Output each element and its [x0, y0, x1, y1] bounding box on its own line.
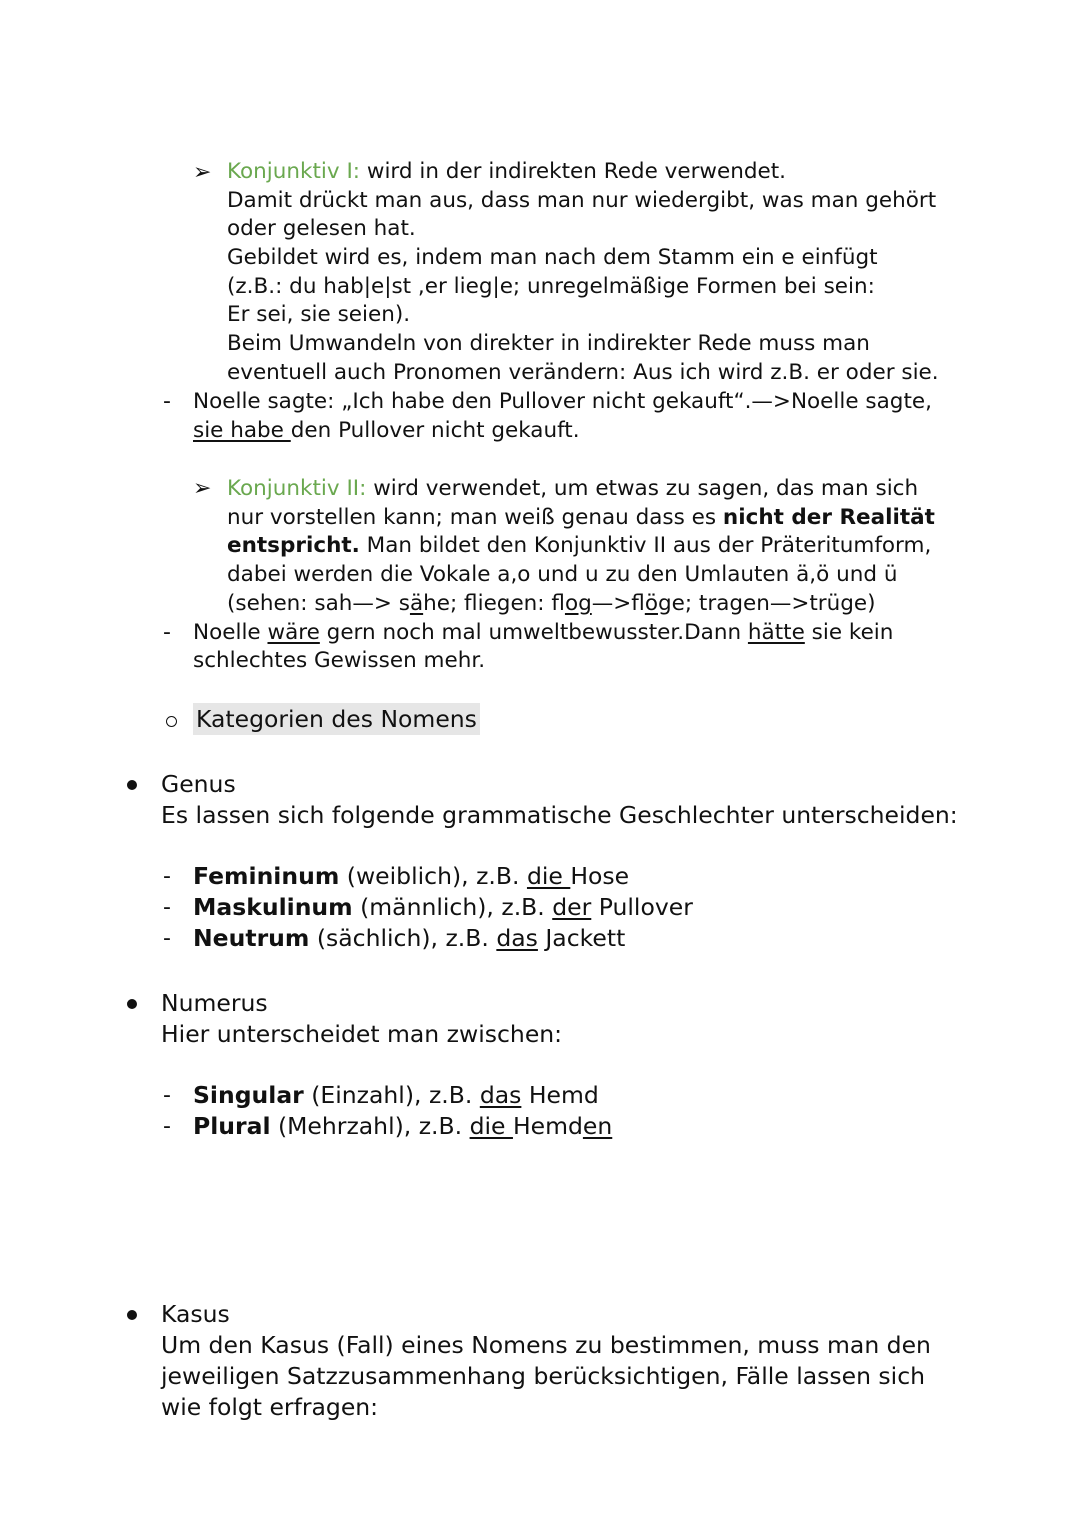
konj2-line3: entspricht. Man bildet den Konjunktiv II aus der Präteritumform,: [227, 533, 932, 558]
dash-bullet-icon: -: [163, 389, 171, 414]
kasus-line1: Um den Kasus (Fall) eines Nomens zu bestimmen, muss man den: [161, 1331, 931, 1359]
konj1-line1: Konjunktiv I: wird in der indirekten Rede verwendet.: [227, 159, 787, 184]
konj1-example-b: sie habe den Pullover nicht gekauft.: [193, 418, 580, 443]
genus-intro: Es lassen sich folgende grammatische Geschlechter unterscheiden:: [161, 801, 958, 829]
arrow-bullet-icon: ➢: [193, 476, 212, 501]
dash-bullet-icon: -: [163, 926, 171, 951]
dash-bullet-icon: -: [163, 895, 171, 920]
numerus-item: Singular (Einzahl), z.B. das Hemd: [193, 1081, 599, 1109]
konj2-line5: (sehen: sah—> sähe; fliegen: flog—>flöge; tragen—>trüge): [227, 591, 876, 616]
kasus-line3: wie folgt erfragen:: [161, 1393, 379, 1421]
konj1-example-a: Noelle sagte: „Ich habe den Pullover nicht gekauft“.—>Noelle sagte,: [193, 389, 932, 414]
dash-bullet-icon: -: [163, 864, 171, 889]
konj1-line8: eventuell auch Pronomen verändern: Aus ich wird z.B. er oder sie.: [227, 360, 939, 385]
dash-bullet-icon: -: [163, 620, 171, 645]
numerus-item: Plural (Mehrzahl), z.B. die Hemden: [193, 1112, 613, 1140]
circle-bullet-icon: [166, 716, 177, 727]
konj2-line1: Konjunktiv II: wird verwendet, um etwas zu sagen, das man sich: [227, 476, 919, 501]
konj1-line2: Damit drückt man aus, dass man nur wiedergibt, was man gehört: [227, 188, 937, 213]
numerus-intro: Hier unterscheidet man zwischen:: [161, 1020, 563, 1048]
konj2-label: Konjunktiv II:: [227, 476, 367, 501]
dash-bullet-icon: -: [163, 1114, 171, 1139]
dot-bullet-icon: [127, 780, 137, 790]
genus-item: Neutrum (sächlich), z.B. das Jackett: [193, 924, 626, 952]
kasus-title: Kasus: [161, 1300, 230, 1328]
konj1-label: Konjunktiv I:: [227, 159, 361, 184]
konj1-line7: Beim Umwandeln von direkter in indirekter Rede muss man: [227, 331, 870, 356]
kasus-line2: jeweiligen Satzzusammenhang berücksichtigen, Fälle lassen sich: [161, 1362, 926, 1390]
konj2-example-1: Noelle wäre gern noch mal umweltbewusster.Dann hätte sie kein: [193, 620, 894, 645]
konj1-line4: Gebildet wird es, indem man nach dem Stamm ein e einfügt: [227, 245, 878, 270]
genus-title: Genus: [161, 770, 236, 798]
konj2-line4: dabei werden die Vokale a,o und u zu den Umlauten ä,ö und ü: [227, 562, 898, 587]
numerus-title: Numerus: [161, 989, 268, 1017]
dot-bullet-icon: [127, 999, 137, 1009]
konj1-line6: Er sei, sie seien).: [227, 302, 411, 327]
konj2-line2: nur vorstellen kann; man weiß genau dass es nicht der Realität: [227, 505, 935, 530]
dot-bullet-icon: [127, 1310, 137, 1320]
dash-bullet-icon: -: [163, 1083, 171, 1108]
konj2-example-2: schlechtes Gewissen mehr.: [193, 648, 486, 673]
genus-item: Maskulinum (männlich), z.B. der Pullover: [193, 893, 693, 921]
kategorien-title: Kategorien des Nomens: [193, 708, 480, 732]
genus-item: Femininum (weiblich), z.B. die Hose: [193, 862, 630, 890]
konj1-line5: (z.B.: du hab|e|st ,er lieg|e; unregelmäßige Formen bei sein:: [227, 274, 875, 299]
arrow-bullet-icon: ➢: [193, 160, 212, 185]
konj1-line3: oder gelesen hat.: [227, 216, 416, 241]
